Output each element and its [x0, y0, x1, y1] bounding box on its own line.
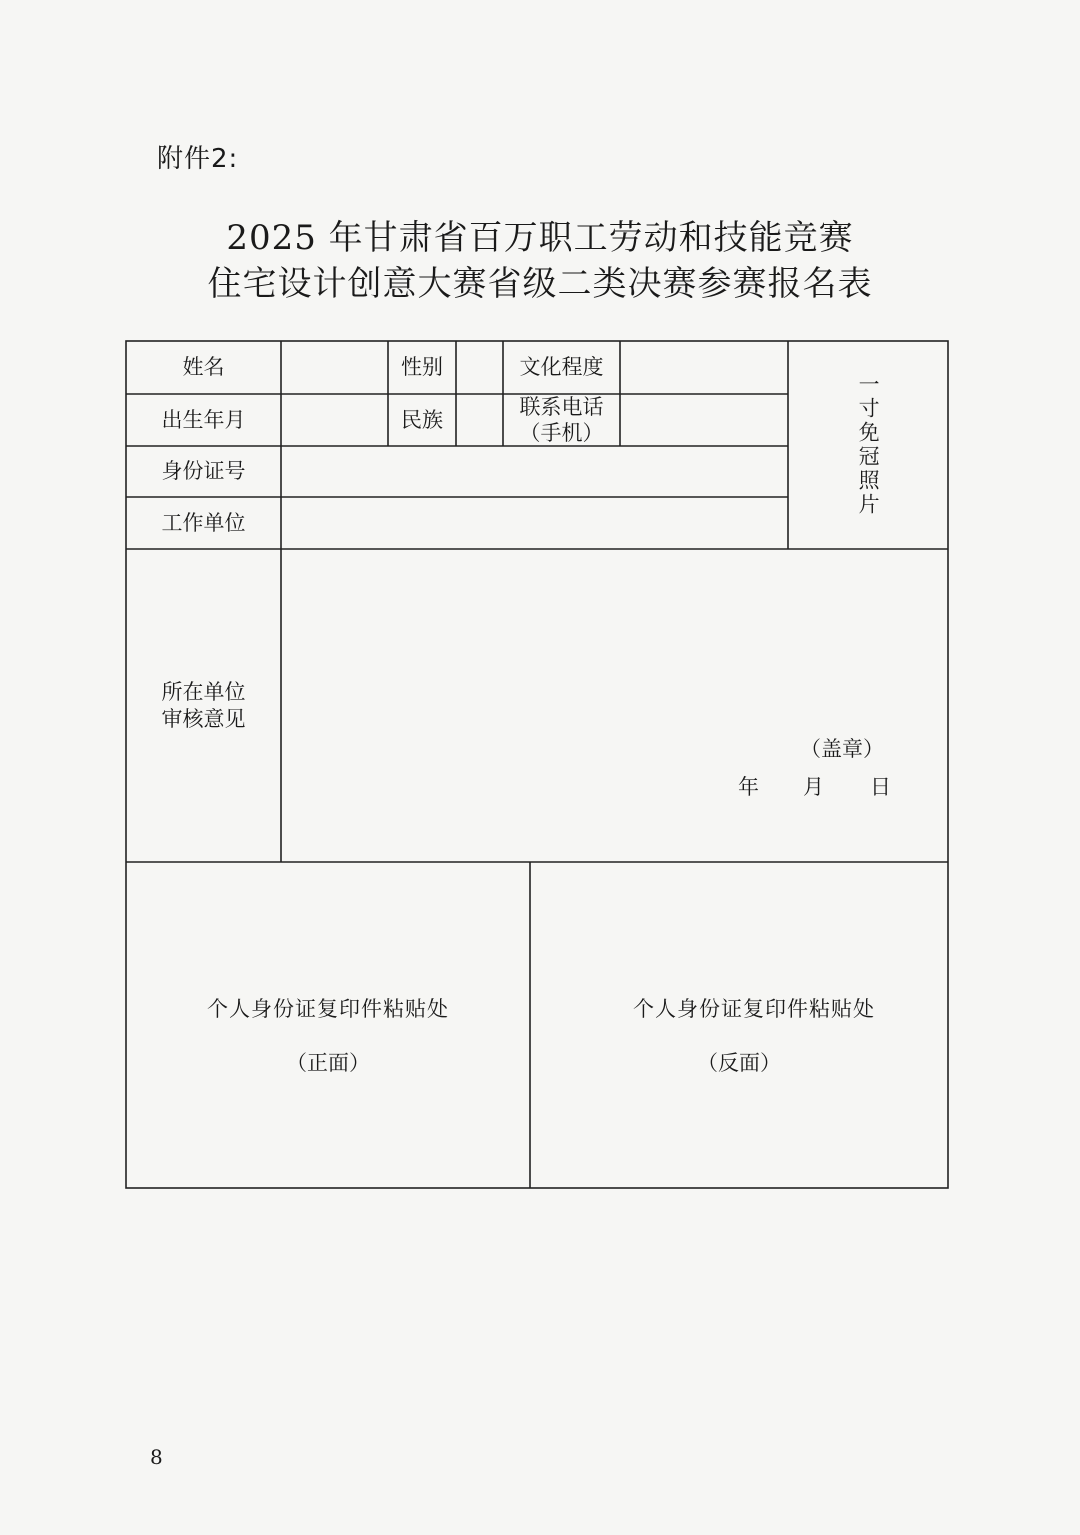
review-label-line1: 所在单位 [161, 680, 246, 705]
form-title-line1: 2025 年甘肃省百万职工劳动和技能竞赛 [226, 218, 854, 258]
id-back-side: （反面） [697, 1051, 781, 1075]
review-label [126, 549, 281, 862]
work-unit-field[interactable] [281, 497, 788, 549]
ethnicity-field[interactable] [456, 394, 503, 446]
date-year: 年 [738, 775, 759, 799]
id-front-side: （正面） [286, 1051, 370, 1075]
attachment-label: 附件2: [157, 144, 239, 174]
phone-label-line1: 联系电话 [519, 394, 604, 419]
name-field[interactable] [281, 341, 388, 394]
photo-box[interactable] [788, 341, 948, 549]
photo-label: 一寸免冠照片 [856, 373, 881, 517]
review-opinion-field[interactable] [281, 549, 948, 862]
date-month: 月 [803, 775, 824, 799]
education-field[interactable] [620, 341, 788, 394]
id-back-label: 个人身份证复印件粘贴处 [633, 997, 875, 1021]
education-label: 文化程度 [519, 355, 604, 380]
id-number-field[interactable] [281, 446, 788, 497]
page-number: 8 [150, 1445, 163, 1469]
phone-label [503, 394, 620, 446]
id-front-label: 个人身份证复印件粘贴处 [207, 997, 449, 1021]
name-label: 姓名 [182, 355, 225, 380]
seal-label: （盖章） [800, 737, 884, 761]
gender-label: 性别 [401, 355, 443, 380]
id-front-paste-area[interactable] [126, 862, 530, 1188]
ethnicity-label: 民族 [401, 407, 443, 432]
work-unit-label: 工作单位 [161, 510, 246, 535]
date-day: 日 [870, 775, 891, 799]
review-label-line2: 审核意见 [161, 706, 246, 731]
gender-field[interactable] [456, 341, 503, 394]
birth-field[interactable] [281, 394, 388, 446]
phone-label-line2: （手机） [519, 421, 604, 445]
phone-field[interactable] [620, 394, 788, 446]
id-number-label: 身份证号 [161, 459, 246, 484]
birth-label: 出生年月 [161, 407, 246, 432]
form-title-line2: 住宅设计创意大赛省级二类决赛参赛报名表 [207, 264, 873, 304]
id-back-paste-area[interactable] [530, 862, 948, 1188]
